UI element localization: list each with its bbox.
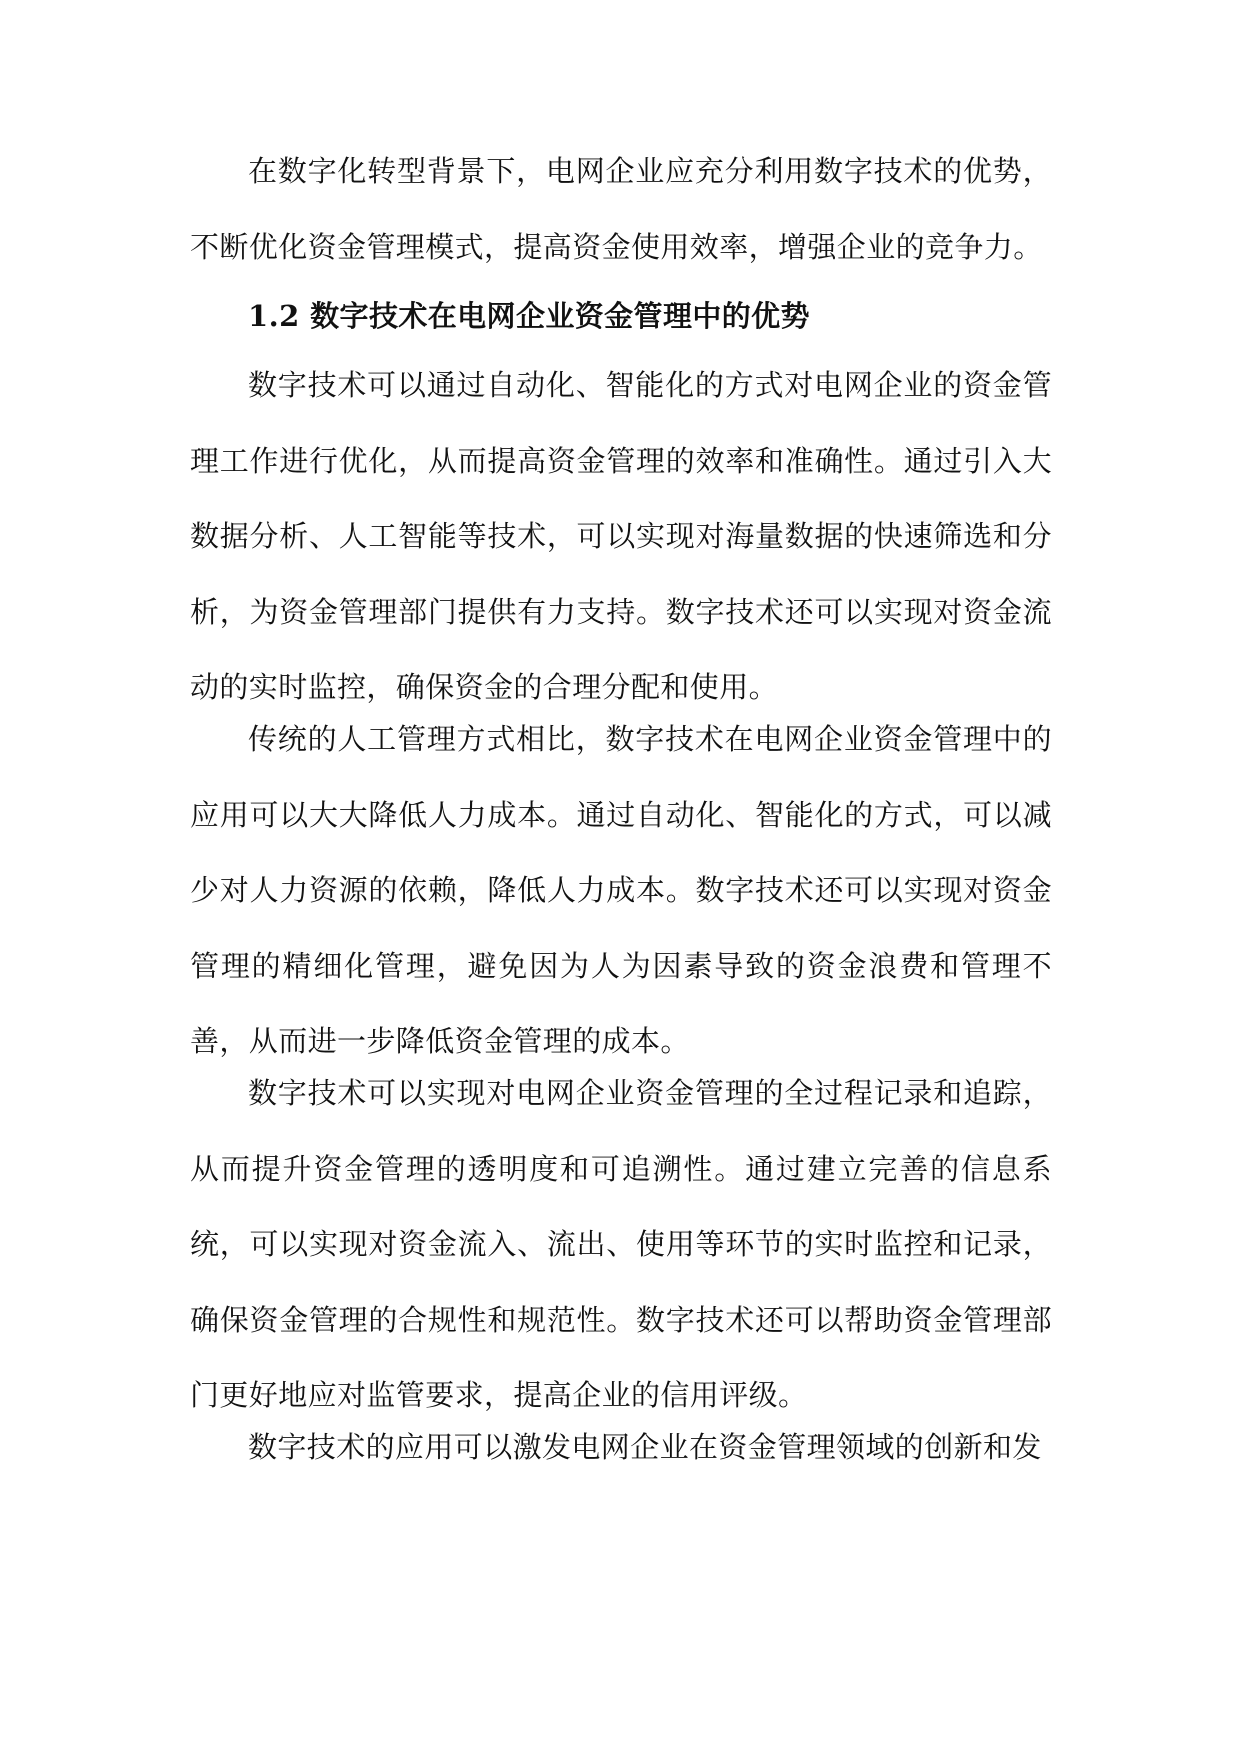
- body-paragraph-2: 传统的人工管理方式相比，数字技术在电网企业资金管理中的应用可以大大降低人力成本。通过自动化、智能化的方式，可以减少对人力资源的依赖，降低人力成本。数字技术还可以实现对资金管理的精细化管理，避免因为人为因素导致的资金浪费和管理不善，从而进一步降低资金管理的成本。: [190, 722, 1052, 1058]
- intro-paragraph: 在数字化转型背景下，电网企业应充分利用数字技术的优势，不断优化资金管理模式，提高资金使用效率，增强企业的竞争力。: [190, 154, 1052, 264]
- section-heading: 1.2 数字技术在电网企业资金管理中的优势: [248, 299, 810, 333]
- body-paragraph-3: 数字技术可以实现对电网企业资金管理的全过程记录和追踪，从而提升资金管理的透明度和可追溯性。通过建立完善的信息系统，可以实现对资金流入、流出、使用等环节的实时监控和记录，确保资金管理的合规性和规范性。数字技术还可以帮助资金管理部门更好地应对监管要求，提高企业的信用评级。: [190, 1076, 1052, 1412]
- body-paragraph-4: 数字技术的应用可以激发电网企业在资金管理领域的创新和发: [248, 1430, 1042, 1464]
- body-paragraph-1: 数字技术可以通过自动化、智能化的方式对电网企业的资金管理工作进行优化，从而提高资金管理的效率和准确性。通过引入大数据分析、人工智能等技术，可以实现对海量数据的快速筛选和分析，为资金管理部门提供有力支持。数字技术还可以实现对资金流动的实时监控，确保资金的合理分配和使用。: [190, 368, 1052, 704]
